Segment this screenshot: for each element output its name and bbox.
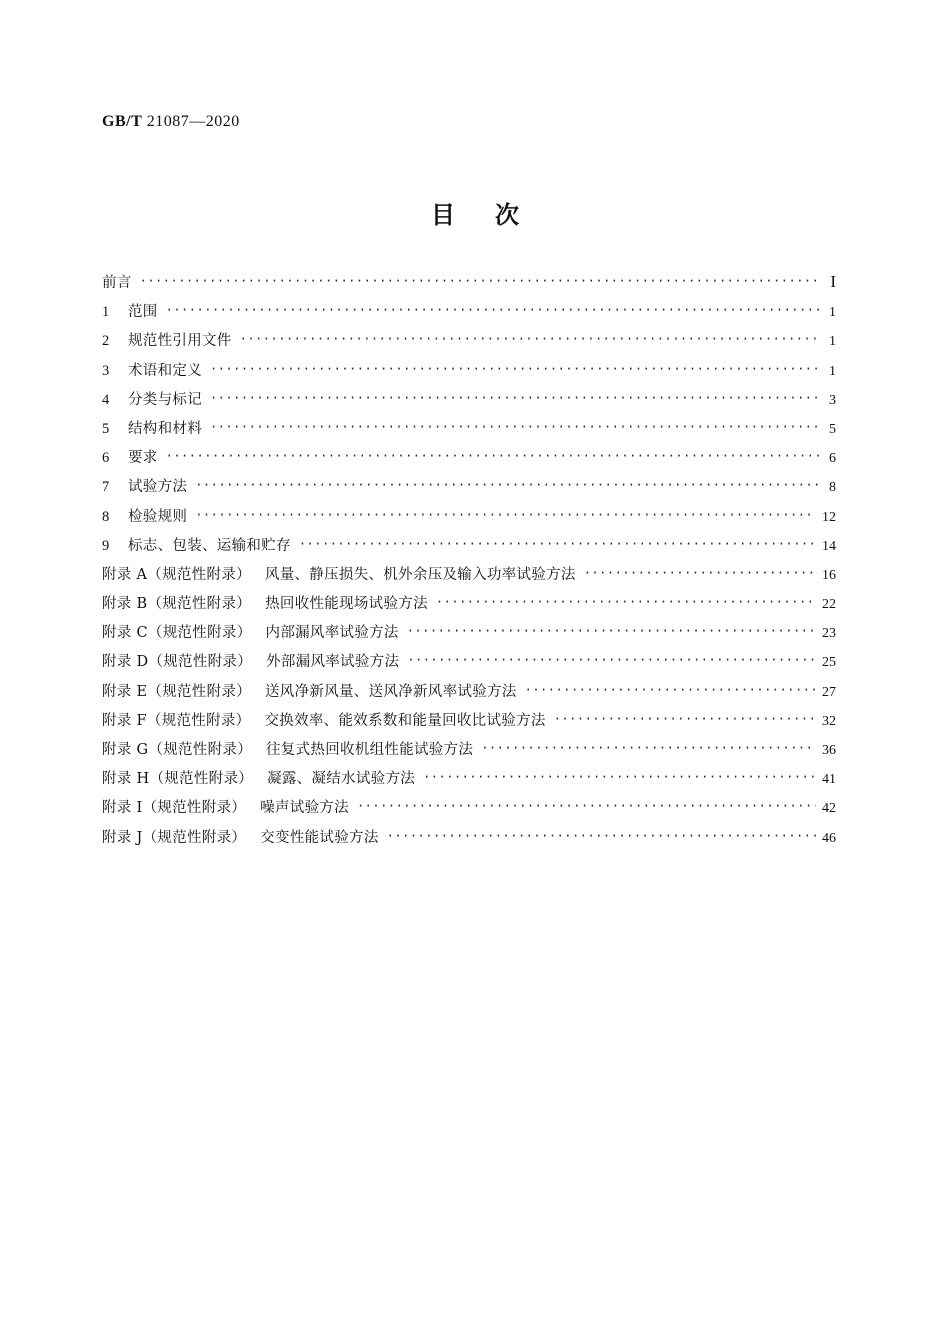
toc-entry-title: 术语和定义 bbox=[128, 362, 202, 379]
toc-entry-title: 外部漏风率试验方法 bbox=[266, 654, 400, 671]
toc-entry-appendix: 附录 A（规范性附录） bbox=[102, 566, 251, 583]
toc-entry-label bbox=[102, 592, 428, 613]
toc-leader-dots bbox=[554, 712, 816, 726]
standard-number bbox=[102, 113, 240, 131]
toc-leader-dots bbox=[210, 391, 820, 405]
toc-entry-title: 标志、包装、运输和贮存 bbox=[128, 537, 291, 554]
page-title: 目次 bbox=[431, 201, 559, 229]
toc-entry[interactable] bbox=[102, 534, 836, 563]
toc-entry-number: 2 bbox=[102, 333, 110, 350]
toc-entry-label bbox=[102, 738, 473, 759]
toc-entry-page: 22 bbox=[822, 597, 836, 613]
toc-entry-page: 25 bbox=[822, 655, 836, 671]
toc-leader-dots bbox=[140, 274, 820, 288]
toc-entry-page: 46 bbox=[822, 830, 836, 846]
toc-entry-title: 范围 bbox=[128, 304, 158, 321]
toc-entry-label bbox=[102, 446, 158, 467]
toc-leader-dots bbox=[387, 829, 816, 843]
toc-entry-title: 内部漏风率试验方法 bbox=[265, 625, 399, 642]
toc-entry-title: 交换效率、能效系数和能量回收比试验方法 bbox=[264, 712, 546, 729]
toc-entry[interactable] bbox=[102, 417, 836, 446]
toc-entry-page: 14 bbox=[822, 538, 836, 554]
toc-entry[interactable] bbox=[102, 329, 836, 358]
toc-entry-title: 往复式热回收机组性能试验方法 bbox=[266, 742, 474, 758]
standard-prefix: GB/T bbox=[102, 113, 143, 130]
toc-entry-page: 1 bbox=[829, 305, 836, 321]
toc-entry-title: 规范性引用文件 bbox=[128, 333, 232, 350]
toc-entry-appendix: 附录 I（规范性附录） bbox=[102, 800, 247, 817]
toc-entry-title: 试验方法 bbox=[128, 479, 188, 496]
toc-entry-title: 热回收性能现场试验方法 bbox=[265, 596, 428, 613]
toc-entry[interactable] bbox=[102, 505, 836, 534]
toc-leader-dots bbox=[210, 420, 820, 434]
toc-leader-dots bbox=[436, 595, 816, 609]
toc-entry-page: 3 bbox=[829, 392, 836, 408]
toc-entry-page: 12 bbox=[822, 509, 836, 525]
toc-entry-number: 6 bbox=[102, 450, 110, 467]
toc-entry[interactable] bbox=[102, 563, 836, 592]
toc-entry-title: 送风净新风量、送风净新风率试验方法 bbox=[265, 683, 517, 700]
toc-entry[interactable] bbox=[102, 359, 836, 388]
toc-leader-dots bbox=[195, 508, 816, 522]
toc-entry-label bbox=[102, 329, 232, 350]
toc-entry-appendix: 附录 E（规范性附录） bbox=[102, 683, 251, 700]
toc-entry-number: 9 bbox=[102, 537, 110, 554]
toc-entry-page: 16 bbox=[822, 567, 836, 583]
toc-entry[interactable] bbox=[102, 767, 836, 796]
table-of-contents bbox=[102, 271, 836, 855]
toc-entry-number: 1 bbox=[102, 304, 110, 321]
toc-entry-label bbox=[102, 563, 576, 584]
toc-entry[interactable] bbox=[102, 650, 836, 679]
toc-entry-page: I bbox=[830, 272, 836, 291]
toc-entry[interactable] bbox=[102, 738, 836, 767]
toc-leader-dots bbox=[423, 770, 816, 784]
toc-leader-dots bbox=[525, 683, 816, 697]
toc-entry-appendix: 附录 J（规范性附录） bbox=[102, 829, 247, 846]
toc-entry-title: 交变性能试验方法 bbox=[260, 829, 379, 846]
toc-entry-page: 6 bbox=[829, 451, 836, 467]
toc-entry-number: 8 bbox=[102, 508, 110, 525]
toc-entry-appendix: 附录 G（规范性附录） bbox=[102, 742, 252, 758]
toc-leader-dots bbox=[357, 799, 816, 813]
toc-entry-page: 27 bbox=[822, 684, 836, 700]
toc-entry-label bbox=[102, 505, 187, 526]
toc-entry-page: 1 bbox=[829, 363, 836, 379]
toc-entry-appendix: 附录 H（规范性附录） bbox=[102, 771, 254, 788]
toc-leader-dots bbox=[407, 653, 816, 667]
toc-entry-title: 分类与标记 bbox=[128, 391, 202, 408]
toc-entry-label bbox=[102, 826, 379, 847]
toc-entry-page: 41 bbox=[822, 772, 836, 788]
toc-entry-title: 前言 bbox=[102, 275, 132, 291]
toc-entry[interactable] bbox=[102, 475, 836, 504]
toc-entry-title: 结构和材料 bbox=[128, 420, 202, 437]
toc-entry-label bbox=[102, 621, 399, 642]
toc-entry-label bbox=[102, 767, 415, 788]
toc-entry-appendix: 附录 B（规范性附录） bbox=[102, 596, 252, 613]
toc-entry[interactable] bbox=[102, 388, 836, 417]
toc-entry[interactable] bbox=[102, 709, 836, 738]
toc-entry[interactable] bbox=[102, 592, 836, 621]
toc-entry[interactable] bbox=[102, 680, 836, 709]
toc-leader-dots bbox=[166, 449, 820, 463]
toc-leader-dots bbox=[407, 624, 816, 638]
toc-entry-page: 23 bbox=[822, 626, 836, 642]
toc-entry[interactable] bbox=[102, 300, 836, 329]
toc-entry-page: 8 bbox=[829, 480, 836, 496]
toc-entry-page: 36 bbox=[822, 743, 836, 758]
toc-entry[interactable] bbox=[102, 446, 836, 475]
toc-entry-title: 检验规则 bbox=[128, 508, 188, 525]
toc-entry-number: 4 bbox=[102, 391, 110, 408]
toc-leader-dots bbox=[210, 362, 820, 376]
toc-entry-appendix: 附录 D（规范性附录） bbox=[102, 654, 253, 671]
toc-entry-title: 凝露、凝结水试验方法 bbox=[267, 771, 416, 788]
toc-entry-label bbox=[102, 300, 158, 321]
toc-entry-label bbox=[102, 271, 132, 292]
toc-entry-label bbox=[102, 709, 546, 730]
toc-entry-label bbox=[102, 650, 399, 671]
toc-entry-page: 32 bbox=[822, 713, 836, 729]
toc-entry-appendix: 附录 C（规范性附录） bbox=[102, 625, 252, 642]
toc-entry-label bbox=[102, 475, 187, 496]
toc-leader-dots bbox=[195, 478, 820, 492]
toc-entry[interactable] bbox=[102, 271, 836, 300]
standard-code: 21087—2020 bbox=[146, 113, 240, 130]
toc-entry-label bbox=[102, 680, 517, 701]
toc-leader-dots bbox=[166, 303, 820, 317]
toc-leader-dots bbox=[584, 566, 816, 580]
toc-entry[interactable] bbox=[102, 621, 836, 650]
toc-entry-label bbox=[102, 534, 291, 555]
toc-entry-page: 5 bbox=[829, 421, 836, 437]
toc-entry[interactable] bbox=[102, 796, 836, 825]
toc-entry-title: 噪声试验方法 bbox=[260, 800, 349, 817]
toc-entry-label bbox=[102, 359, 202, 380]
toc-entry-number: 5 bbox=[102, 420, 110, 437]
toc-entry-number: 3 bbox=[102, 362, 110, 379]
toc-entry-title: 要求 bbox=[128, 450, 158, 467]
toc-entry[interactable] bbox=[102, 826, 836, 855]
toc-leader-dots bbox=[481, 741, 816, 755]
toc-entry-page: 1 bbox=[829, 334, 836, 350]
toc-entry-number: 7 bbox=[102, 479, 110, 496]
toc-entry-page: 42 bbox=[822, 801, 836, 817]
toc-leader-dots bbox=[299, 537, 816, 551]
toc-entry-label bbox=[102, 796, 349, 817]
toc-entry-label bbox=[102, 388, 202, 409]
toc-entry-label bbox=[102, 417, 202, 438]
toc-entry-title: 风量、静压损失、机外余压及输入功率试验方法 bbox=[264, 566, 576, 583]
toc-entry-appendix: 附录 F（规范性附录） bbox=[102, 712, 251, 729]
toc-leader-dots bbox=[240, 332, 820, 346]
